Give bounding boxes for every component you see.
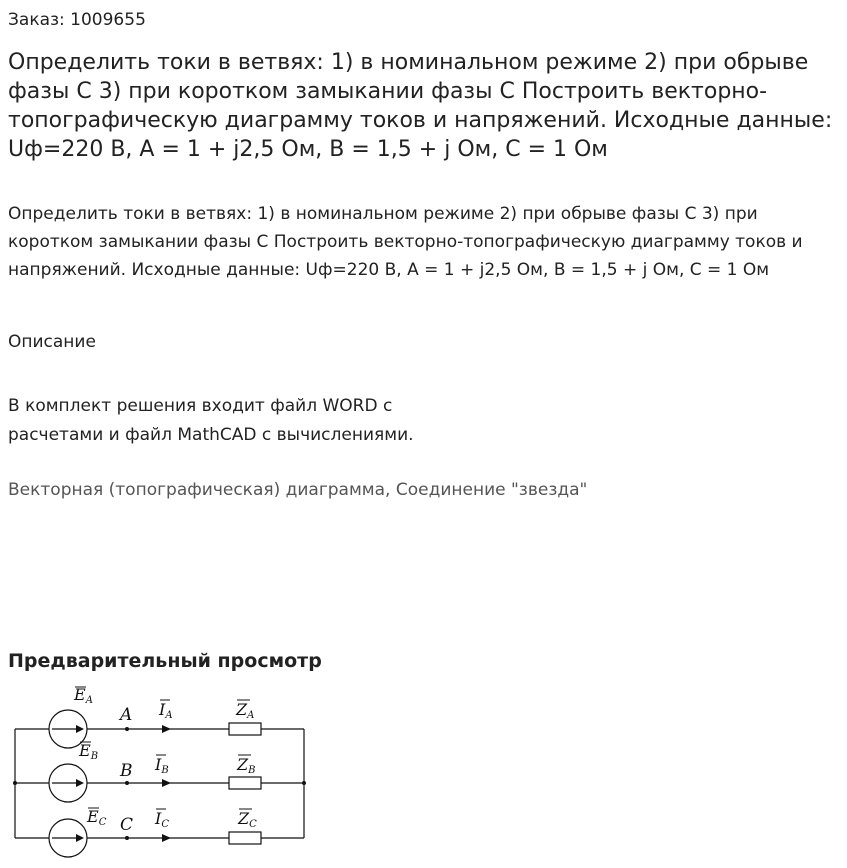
current-b-arrow-icon bbox=[162, 779, 171, 787]
current-c-label: IC bbox=[155, 809, 169, 830]
impedance-b-label: ZB bbox=[237, 755, 256, 776]
page-title: Определить токи в ветвях: 1) в номинальном режиме 2) при обрыве фазы С 3) при коротком замыкании фазы С Построить векторно-топографическую диаграмму токов и напряжений. Исходные данные: Uф=220 В, А = 1 + j2,5 Ом, В = 1,5 + j Ом, С = 1 Ом bbox=[8, 50, 833, 162]
current-c-arrow-icon bbox=[162, 834, 171, 842]
source-a-arrow-icon bbox=[76, 725, 84, 733]
current-b-label: IB bbox=[155, 755, 169, 776]
tag-separator: , bbox=[385, 480, 396, 500]
impedance-c-label: ZC bbox=[238, 809, 257, 830]
source-b-label: EB bbox=[79, 741, 99, 762]
impedance-a-label: ZA bbox=[236, 700, 255, 721]
tag-link-star-connection[interactable]: Соединение "звезда" bbox=[395, 480, 588, 500]
current-a-label: IA bbox=[159, 700, 173, 721]
source-c-arrow-icon bbox=[76, 834, 84, 842]
node-a-label: A bbox=[120, 705, 133, 725]
impedance-c-symbol bbox=[229, 832, 261, 844]
tag-link-vector-diagram[interactable]: Векторная (топографическая) диаграмма bbox=[8, 480, 386, 500]
circuit-preview-image bbox=[8, 684, 318, 868]
impedance-a-symbol bbox=[229, 723, 261, 735]
impedance-b-symbol bbox=[229, 777, 261, 789]
task-text: Определить токи в ветвях: 1) в номинальном режиме 2) при обрыве фазы С 3) при коротком замыкании фазы С Построить векторно-топографическую диаграмму токов и напряжений. Исходные данные: Uф=220 В, А = 1 + j2,5 Ом, В = 1,5 + j Ом, С = 1 Ом bbox=[8, 204, 803, 280]
source-b-arrow-icon bbox=[76, 779, 84, 787]
current-a-arrow-icon bbox=[162, 725, 171, 733]
description-text: В комплект решения входит файл WORD с расчетами и файл MathCAD с вычислениями. bbox=[8, 396, 414, 445]
description-heading: Описание bbox=[8, 332, 96, 352]
order-number: Заказ: 1009655 bbox=[8, 10, 146, 30]
preview-heading: Предварительный просмотр bbox=[8, 650, 322, 672]
tag-list bbox=[8, 479, 587, 501]
node-b-label: B bbox=[120, 761, 133, 781]
node-c-label: C bbox=[120, 815, 134, 835]
source-c-label: EC bbox=[87, 807, 107, 828]
source-a-label: EA bbox=[74, 685, 93, 706]
